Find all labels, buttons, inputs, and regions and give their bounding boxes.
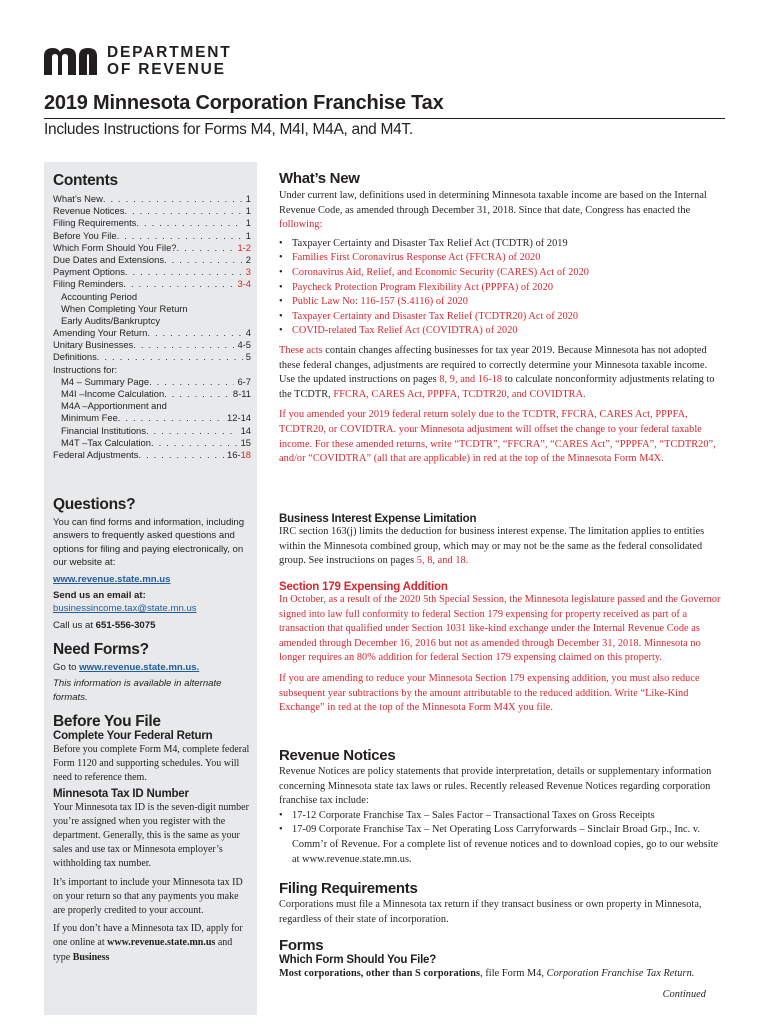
- toc-entry: [53, 217, 251, 229]
- toc-leader: [123, 278, 234, 290]
- toc-entry-page: 16-18: [227, 448, 251, 460]
- toc-leader: [118, 412, 224, 424]
- toc-leader: [146, 425, 238, 437]
- toc-entry: [53, 400, 251, 412]
- toc-entry: [53, 449, 251, 461]
- toc-entry: [53, 364, 251, 376]
- whats-new-paragraph-3: If you amended your 2019 federal return solely due to the TCDTR, FFCRA, CARES Act, PPPFA, TCDTR20, or COVIDTRA. your Minnesota adjustment will offset the change to your federal taxable income. For these amended returns, write “TCDTR”, “FFCRA”, “CARES Act”, “PPPFA”, “TCDTR20”, and/or “COVIDTRA” (all that are applicable) in red at the top of the Minnesota Form M4X.: [279, 409, 716, 465]
- toc-entry-label: Filing Reminders: [53, 278, 124, 290]
- toc-entry: [53, 351, 251, 363]
- department-of-revenue-logo: [44, 44, 244, 84]
- revenue-notices-intro: Revenue Notices are policy statements that provide interpretation, details or supplementary information concerning Minnesota state tax laws or rules. Recently released Revenue Notices regarding corporation franchise tax include:: [279, 766, 712, 807]
- whats-new-p2-pages: 8, 9, and 16-18: [439, 374, 503, 386]
- toc-entry-page: 4-5: [237, 339, 251, 351]
- whats-new-p2-a: contain changes affecting businesses for tax year 2019. Because Minnesota has not adopted these federal changes, adjustments are required to correctly determine your Minnesota taxable income. Use the updated instructions on pages: [279, 344, 708, 386]
- before-you-file-section: [53, 713, 251, 965]
- logo-line-department: DEPARTMENT: [107, 44, 232, 61]
- toc-entry-label: Filing Requirements: [53, 217, 137, 229]
- tax-id-website: www.revenue.state.mn.us: [107, 937, 216, 949]
- section-179-heading: Section 179 Expensing Addition: [279, 581, 448, 593]
- toc-leader: [124, 205, 242, 217]
- whats-new-intro-text: Under current law, definitions used in determining Minnesota taxable income are based on the Internal Revenue Code, as amended through December 31, 2018. Since that date, Congress has enacted the: [279, 190, 707, 216]
- page-title: 2019 Minnesota Corporation Franchise Tax: [44, 92, 444, 114]
- toc-entry-label: Minimum Fee: [61, 412, 118, 424]
- filing-requirements-heading: Filing Requirements: [279, 880, 418, 897]
- toc-entry-label: M4 – Summary Page: [61, 375, 150, 387]
- questions-heading: Questions?: [53, 496, 136, 513]
- toc-entry: [53, 205, 251, 217]
- which-form-heading: Which Form Should You File?: [279, 954, 437, 966]
- tax-id-text-1: Your Minnesota tax ID is the seven-digit number you’re assigned when you register with the department. Generally, this is the same as your sales and use tax or Minnesota employer’s withholding tax number.: [53, 801, 249, 870]
- need-forms-goto: [53, 661, 251, 674]
- toc-entry-label: Amending Your Return: [53, 327, 148, 339]
- contents-section: [53, 172, 251, 461]
- toc-entry: [53, 376, 251, 388]
- toc-entry-page: 15: [240, 436, 251, 448]
- which-form-text-a: , file Form M4,: [480, 968, 547, 979]
- whats-new-heading: What’s New: [279, 170, 360, 187]
- toc-entry: [53, 278, 251, 290]
- questions-section: [53, 496, 251, 632]
- toc-entry-page: 1-2: [237, 241, 251, 253]
- toc-entry: [53, 303, 251, 315]
- toc-entry-label: Accounting Period: [61, 290, 138, 302]
- tax-id-text-3a: If you don’t have a Minnesota tax ID, apply for one online at: [53, 923, 243, 949]
- toc-entry: [53, 230, 251, 242]
- phone-line: [53, 619, 251, 632]
- toc-leader: [149, 376, 234, 388]
- before-you-file-heading: Before You File: [53, 713, 161, 730]
- toc-entry-label: Before You File: [53, 229, 117, 241]
- toc-entry-label: M4I –Income Calculation: [61, 388, 165, 399]
- act-list-item: • Taxpayer Certainty and Disaster Tax Relief (TCDTR20) Act of 2020: [279, 310, 722, 325]
- toc-entry-label: Unitary Businesses: [53, 339, 134, 351]
- tax-id-text-3c: and type: [53, 937, 233, 963]
- toc-entry-label: When Completing Your Return: [61, 302, 188, 314]
- act-list-item: • Coronavirus Aid, Relief, and Economic Security (CARES) Act of 2020: [279, 266, 722, 281]
- toc-entry: [53, 327, 251, 339]
- minnesota-logo-mark-icon: [44, 48, 104, 75]
- toc-entry-label: Revenue Notices: [53, 205, 125, 217]
- forms-heading: Forms: [279, 937, 324, 954]
- toc-entry-page: 5: [245, 351, 251, 363]
- toc-entry-label: Federal Adjustments: [53, 448, 139, 460]
- toc-leader: [117, 230, 243, 242]
- business-interest-text-a: IRC section 163(j) limits the deduction for business interest expense. The limitation applies to entities within the Minnesota combined group, which may or may not be the same as the federal consolidated group. See instructions on pages: [279, 526, 705, 567]
- alternate-formats-note: This information is available in alternate formats.: [53, 678, 222, 703]
- revenue-notices-section: [279, 747, 722, 867]
- toc-leader: [151, 437, 238, 449]
- these-acts-text: These acts: [279, 344, 323, 356]
- toc-entry-page: 4: [245, 327, 251, 339]
- toc-entry: [53, 412, 251, 424]
- toc-entry: [53, 339, 251, 351]
- whats-new-p2-b: to calculate nonconformity adjustments relating to the TCDTR,: [279, 374, 715, 400]
- toc-entry: [53, 242, 251, 254]
- table-of-contents: [53, 193, 251, 461]
- revenue-notices-heading: Revenue Notices: [279, 747, 396, 764]
- toc-page-red: 18: [240, 448, 251, 460]
- tax-id-text-3d: Business: [72, 951, 110, 963]
- complete-federal-return-text: Before you complete Form M4, complete federal Form 1120 and supporting schedules. You will need to reference them.: [53, 744, 250, 784]
- which-form-bold: Most corporations, other than S corporations: [279, 968, 481, 979]
- website-link[interactable]: www.revenue.state.mn.us: [53, 573, 171, 585]
- toc-entry: [53, 437, 251, 449]
- toc-entry-page: 12-14: [227, 412, 251, 424]
- act-list-item: • Paycheck Protection Program Flexibility Act (PPPFA) of 2020: [279, 281, 722, 296]
- email-label: Send us an email at:: [53, 590, 146, 602]
- toc-entry-page: 8-11: [232, 388, 251, 399]
- toc-entry: [53, 425, 251, 437]
- which-form-italic: Corporation Franchise Tax Return.: [546, 968, 695, 979]
- whats-new-paragraph-2: [279, 344, 722, 402]
- continued-label: Continued: [662, 989, 706, 1000]
- toc-entry: [53, 254, 251, 266]
- toc-entry-page: 3: [245, 266, 251, 278]
- toc-leader: [133, 339, 234, 351]
- toc-entry-label: Instructions for:: [53, 363, 118, 375]
- toc-entry-label: Early Audits/Bankruptcy: [61, 314, 161, 326]
- need-forms-heading: Need Forms?: [53, 641, 149, 658]
- need-forms-website-link[interactable]: www.revenue.state.mn.us.: [79, 662, 200, 673]
- whats-new-intro-following: following:: [279, 219, 323, 231]
- need-forms-section: [53, 641, 251, 704]
- toc-entry-page: 1: [245, 229, 251, 241]
- business-interest-text: [279, 525, 722, 569]
- revenue-notice-item: • 17-12 Corporate Franchise Tax – Sales Factor – Transactional Taxes on Gross Receipts: [279, 809, 722, 824]
- toc-entry-page: 3-4: [237, 278, 251, 290]
- toc-entry-label: Which Form Should You File?: [53, 241, 177, 253]
- business-interest-heading: Business Interest Expense Limitation: [279, 513, 477, 525]
- toc-leader: [103, 193, 243, 205]
- toc-leader: [97, 351, 243, 363]
- toc-entry-page: 2: [245, 253, 251, 265]
- toc-leader: [164, 388, 230, 400]
- forms-section: [279, 937, 722, 1000]
- phone-number: 651-556-3075: [95, 619, 156, 631]
- toc-leader: [147, 327, 242, 339]
- questions-text: You can find forms and information, including answers to frequently asked questions and options for filing and paying electronically, on our website at:: [53, 517, 245, 569]
- acts-list: [279, 237, 722, 339]
- toc-entry-label: Financial Institutions: [61, 424, 146, 436]
- revenue-notice-item: • 17-09 Corporate Franchise Tax – Net Operating Loss Carryforwards – Sinclair Broad Grp., Inc. v. Comm’r of Revenue. For a complete list of revenue notices and to download copies, go to our website at www.revenue.state.mn.us.: [279, 823, 722, 867]
- tax-id-text-2: It’s important to include your Minnesota tax ID on your return so that any payments you make are properly credited to your account.: [53, 876, 243, 917]
- act-list-item: • Families First Coronavirus Response Act (FFCRA) of 2020: [279, 251, 722, 266]
- toc-leader: [136, 217, 242, 229]
- whats-new-intro: [279, 189, 722, 233]
- page-subtitle: Includes Instructions for Forms M4, M4I, M4A, and M4T.: [44, 121, 413, 138]
- section-179-paragraph-1: In October, as a result of the 2020 5th Special Session, the Minnesota legislature passed and the Governor signed into law full conformity to federal Section 179 expensing for property received as part of a transaction that qualified under Section 1031 like-kind exchange under the Internal Revenue Code as amended through December 16, 2016 but not as amended through December 31, 2018. Minnesota no longer requires an 80% addition for federal Section 179 expensing claimed on this property.: [279, 594, 721, 664]
- toc-leader: [164, 254, 243, 266]
- tax-id-text-3: [53, 922, 251, 965]
- toc-entry-page: 1: [245, 193, 251, 204]
- filing-requirements-text: Corporations must file a Minnesota tax return if they transact business or own property in Minnesota, regardless of their state of incorporation.: [279, 899, 702, 925]
- toc-entry-page: 1: [245, 205, 251, 217]
- toc-entry-label: Payment Options: [53, 266, 125, 278]
- toc-entry: [53, 291, 251, 303]
- need-forms-goto-prefix: Go to: [53, 662, 80, 673]
- business-interest-pages: 5, 8, and 18.: [416, 555, 469, 567]
- toc-entry: [53, 315, 251, 327]
- toc-entry-page: 1: [245, 217, 251, 229]
- toc-leader: [125, 266, 243, 278]
- toc-entry: [53, 193, 251, 205]
- toc-entry-label: Definitions: [53, 351, 97, 363]
- toc-entry-label: Due Dates and Extensions: [53, 253, 165, 265]
- toc-entry-page: 6-7: [237, 375, 251, 387]
- toc-entry: [53, 266, 251, 278]
- act-list-item: • Taxpayer Certainty and Disaster Tax Relief Act (TCDTR) of 2019: [279, 237, 722, 252]
- email-link[interactable]: businessincome.tax@state.mn.us: [53, 603, 197, 615]
- act-list-item: • COVID-related Tax Relief Act (COVIDTRA) of 2020: [279, 324, 722, 339]
- whats-new-section: [279, 170, 722, 467]
- toc-entry-label: M4T –Tax Calculation: [61, 436, 151, 448]
- contents-heading: Contents: [53, 172, 118, 189]
- section-179-paragraph-2: If you are amending to reduce your Minnesota Section 179 expensing addition, you must also reduce subsequent year subtractions by the amount attributable to the reduced addition. Write “Like-Kind Exchange” in red at the top of the Minnesota Form M4X you file.: [279, 672, 700, 714]
- which-form-text: [279, 967, 722, 982]
- phone-prefix: Call us at: [53, 619, 96, 631]
- logo-line-of-revenue: OF REVENUE: [107, 61, 226, 78]
- act-list-item: • Public Law No: 116-157 (S.4116) of 2020: [279, 295, 722, 310]
- toc-entry-page: 14: [240, 424, 251, 436]
- tax-id-heading: Minnesota Tax ID Number: [53, 787, 189, 800]
- title-divider: [44, 118, 725, 119]
- toc-entry-label: M4A –Apportionment and: [61, 400, 167, 412]
- business-interest-section: [279, 513, 722, 569]
- toc-leader: [177, 242, 235, 254]
- complete-federal-return-heading: Complete Your Federal Return: [53, 730, 213, 742]
- whats-new-p2-acts: FFCRA, CARES Act, PPPFA, TCDTR20, and COVIDTRA.: [333, 388, 586, 400]
- filing-requirements-section: [279, 880, 722, 927]
- toc-entry-label: What’s New: [53, 193, 103, 204]
- revenue-notices-list: [279, 809, 722, 867]
- toc-leader: [138, 449, 224, 461]
- section-179-section: [279, 581, 722, 716]
- toc-entry: [53, 388, 251, 400]
